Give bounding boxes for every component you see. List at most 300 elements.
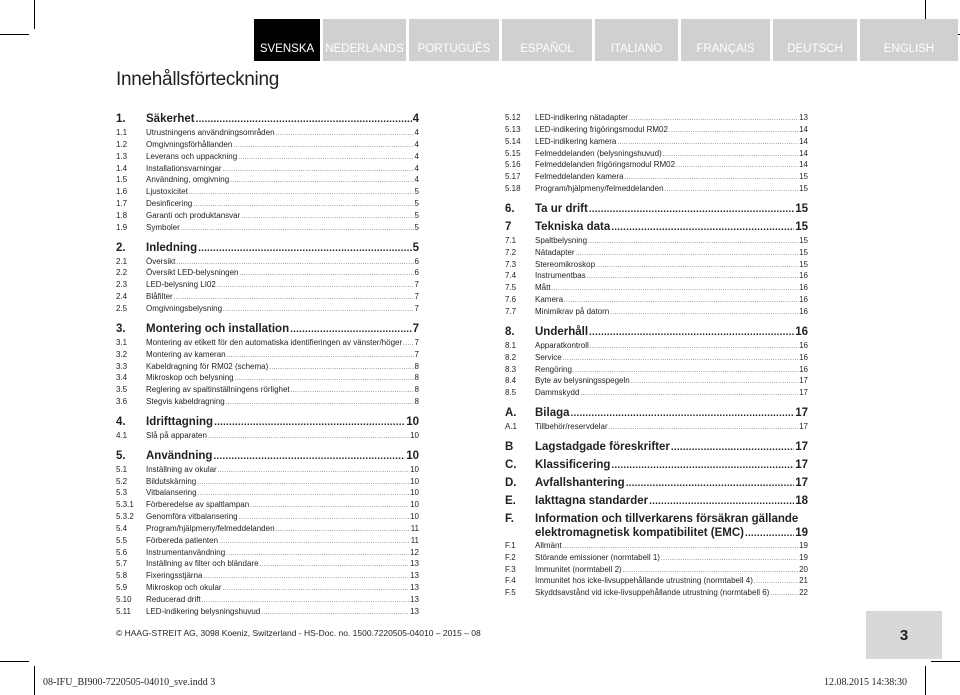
toc-title: Blåfilter bbox=[146, 292, 173, 302]
toc-number: F.3 bbox=[505, 564, 516, 574]
toc-entry-sub[interactable] bbox=[116, 303, 419, 315]
toc-entry-sub[interactable] bbox=[116, 210, 419, 222]
toc-number: 7.3 bbox=[505, 259, 517, 269]
toc-leader bbox=[181, 222, 414, 236]
toc-entry-main[interactable] bbox=[505, 476, 808, 490]
toc-title: LED-indikering kamera bbox=[535, 136, 617, 146]
toc-page: 11 bbox=[410, 523, 419, 533]
toc-entry-main[interactable] bbox=[505, 220, 808, 234]
toc-title: Fixeringsstjärna bbox=[146, 571, 203, 581]
toc-page: 5 bbox=[414, 222, 419, 232]
toc-leader bbox=[213, 449, 405, 464]
toc-entry-sub[interactable] bbox=[116, 151, 419, 163]
toc-title: Montering och installation bbox=[146, 322, 290, 335]
toc-page: 4 bbox=[414, 139, 419, 149]
toc-title: Dammskydd bbox=[535, 388, 580, 398]
toc-page: 16 bbox=[799, 352, 808, 362]
toc-entry-main[interactable] bbox=[505, 406, 808, 420]
toc-number: F. bbox=[505, 512, 514, 525]
crop-mark bbox=[931, 661, 960, 662]
toc-page: 4 bbox=[414, 175, 419, 185]
toc-entry-sub[interactable] bbox=[116, 256, 419, 268]
toc-number: 7.4 bbox=[505, 271, 517, 281]
toc-entry-sub[interactable] bbox=[116, 430, 419, 442]
toc-page: 15 bbox=[799, 247, 808, 257]
toc-entry-sub[interactable] bbox=[505, 270, 808, 282]
toc-title: Garanti och produktansvar bbox=[146, 210, 241, 220]
tab-english[interactable]: ENGLISH bbox=[860, 19, 958, 61]
toc-title: Idrifttagning bbox=[146, 415, 214, 428]
toc-title: Symboler bbox=[146, 222, 180, 232]
toc-title: Felmeddelanden frigöringsmodul RM02 bbox=[535, 160, 676, 170]
toc-title: Kabeldragning för RM02 (schema) bbox=[146, 361, 269, 371]
toc-entry-sub[interactable] bbox=[116, 361, 419, 373]
toc-page: 13 bbox=[410, 606, 419, 616]
tab-deutsch[interactable]: DEUTSCH bbox=[773, 19, 857, 61]
toc-entry-sub[interactable] bbox=[505, 294, 808, 306]
toc-page: 8 bbox=[414, 397, 419, 407]
toc-number: 3.5 bbox=[116, 385, 128, 395]
toc-entry-main[interactable] bbox=[116, 241, 419, 255]
toc-title: Utrustningens användningsområden bbox=[146, 128, 275, 137]
print-slug-date: 12.08.2015 14:38:30 bbox=[824, 677, 908, 688]
toc-number: 5.13 bbox=[505, 124, 521, 134]
toc-page: 16 bbox=[799, 295, 808, 305]
toc-title: Skyddsavstånd vid icke-livsuppehållande utrustning (normtabell 6) bbox=[535, 588, 770, 598]
toc-title: Spaltbelysning bbox=[535, 235, 588, 245]
toc-page: 10 bbox=[406, 415, 419, 428]
toc-entry-sub[interactable] bbox=[116, 535, 419, 547]
toc-title: Inledning bbox=[146, 241, 198, 254]
toc-entry-sub[interactable] bbox=[505, 375, 808, 387]
toc-number: 5.18 bbox=[505, 184, 521, 194]
toc-page: 6 bbox=[414, 256, 419, 266]
toc-title: Bilaga bbox=[535, 407, 570, 420]
toc-number: 7.5 bbox=[505, 283, 517, 293]
toc-entry-main[interactable] bbox=[505, 512, 808, 526]
toc-page: 14 bbox=[799, 148, 808, 158]
toc-entry-sub[interactable] bbox=[505, 575, 808, 587]
toc-leader bbox=[196, 112, 412, 127]
toc-title: Program/hjälpmeny/felmeddelanden bbox=[146, 523, 275, 533]
toc-title: Förberedelse av spaltlampan bbox=[146, 500, 250, 510]
toc-number: D. bbox=[505, 476, 517, 489]
toc-number: 5. bbox=[116, 449, 126, 462]
toc-page: 6 bbox=[414, 268, 419, 278]
toc-number: 3.6 bbox=[116, 397, 128, 407]
toc-entry-sub[interactable] bbox=[505, 148, 808, 160]
toc-page: 20 bbox=[799, 564, 808, 574]
toc-title: Klassificering bbox=[535, 458, 611, 471]
toc-entry-sub[interactable] bbox=[505, 136, 808, 148]
toc-leader bbox=[226, 396, 414, 410]
toc-leader bbox=[770, 587, 798, 601]
toc-title: Kamera bbox=[535, 295, 564, 305]
toc-title: Inställning av okular bbox=[146, 464, 217, 474]
toc-entry-sub[interactable] bbox=[505, 235, 808, 247]
toc-entry-sub[interactable] bbox=[116, 163, 419, 175]
toc-title: Instrumentanvändning bbox=[146, 547, 226, 557]
toc-page: 4 bbox=[414, 128, 419, 137]
toc-leader bbox=[611, 220, 794, 235]
toc-number: 1.4 bbox=[116, 163, 128, 173]
tab-svenska[interactable]: SVENSKA bbox=[254, 19, 320, 61]
toc-title: Tillbehör/reservdelar bbox=[535, 422, 608, 432]
toc-title: Lagstadgade föreskrifter bbox=[535, 440, 670, 453]
toc-entry-sub[interactable] bbox=[505, 540, 808, 552]
toc-number: A. bbox=[505, 407, 517, 420]
toc-title: Förbereda patienten bbox=[146, 535, 219, 545]
tab-nederlands[interactable]: NEDERLANDS bbox=[323, 19, 406, 61]
toc-number: 8.3 bbox=[505, 364, 517, 374]
toc-entry-main[interactable] bbox=[116, 112, 419, 126]
toc-page: 4 bbox=[414, 151, 419, 161]
tab-español[interactable]: ESPAÑOL bbox=[502, 19, 592, 61]
toc-title: Ljustoxicitet bbox=[146, 187, 188, 197]
toc-title: Slå på apparaten bbox=[146, 430, 207, 440]
toc-title: Iakttagna standarder bbox=[535, 494, 649, 507]
toc-entry-sub[interactable] bbox=[116, 337, 419, 349]
toc-number: 5.3.2 bbox=[116, 512, 134, 522]
toc-entry-sub[interactable] bbox=[116, 547, 419, 559]
toc-title: Program/hjälpmeny/felmeddelanden bbox=[535, 184, 664, 194]
toc-title: Användning bbox=[146, 449, 213, 462]
toc-number: 3.2 bbox=[116, 349, 128, 359]
toc-entry-sub[interactable] bbox=[505, 306, 808, 318]
toc-leader bbox=[589, 202, 794, 217]
toc-title: Vitbalansering bbox=[146, 488, 197, 498]
toc-page: 17 bbox=[799, 422, 808, 432]
toc-number: 5.3.1 bbox=[116, 500, 134, 510]
toc-leader bbox=[214, 415, 405, 430]
toc-entry-sub[interactable] bbox=[505, 247, 808, 259]
tab-français[interactable]: FRANÇAIS bbox=[681, 19, 770, 61]
toc-page: 16 bbox=[799, 271, 808, 281]
crop-mark bbox=[0, 34, 29, 35]
toc-entry-sub[interactable] bbox=[116, 476, 419, 488]
toc-page: 19 bbox=[799, 540, 808, 550]
toc-number: 1.1 bbox=[116, 128, 128, 137]
toc-entry-sub[interactable] bbox=[116, 222, 419, 234]
toc-page: 8 bbox=[414, 373, 419, 383]
toc-title: LED-belysning LI02 bbox=[146, 280, 216, 290]
toc-number: 5.6 bbox=[116, 547, 128, 557]
toc-number: 1.9 bbox=[116, 222, 128, 232]
toc-number: 5.5 bbox=[116, 535, 128, 545]
toc-title: Reglering av spaltinställningens rörlighet bbox=[146, 385, 290, 395]
toc-title: Omgivningsbelysning bbox=[146, 303, 223, 313]
toc-title: Säkerhet bbox=[146, 113, 195, 125]
toc-page: 5 bbox=[414, 199, 419, 209]
copyright-footer: © HAAG-STREIT AG, 3098 Koeniz, Switzerland - HS-Doc. no. 1500.7220505-04010 – 2015 – 08 bbox=[116, 628, 481, 638]
toc-entry-sub[interactable] bbox=[505, 171, 808, 183]
toc-entry-sub[interactable] bbox=[505, 352, 808, 364]
tab-português[interactable]: PORTUGUÊS bbox=[409, 19, 499, 61]
toc-number: 5.9 bbox=[116, 583, 128, 593]
toc-number: A.1 bbox=[505, 422, 518, 432]
toc-entry-sub[interactable] bbox=[505, 387, 808, 399]
toc-leader bbox=[223, 303, 414, 317]
toc-title: Immunitet (normtabell 2) bbox=[535, 564, 622, 574]
toc-leader bbox=[626, 476, 795, 491]
toc-number: 5.1 bbox=[116, 464, 128, 474]
toc-page: 13 bbox=[799, 113, 808, 122]
toc-number: 5.17 bbox=[505, 172, 521, 182]
toc-entry-sub[interactable] bbox=[116, 582, 419, 594]
toc-page: 14 bbox=[799, 136, 808, 146]
toc-title: Omgivningsförhållanden bbox=[146, 139, 233, 149]
toc-number: 8. bbox=[505, 325, 515, 338]
toc-entry-sub[interactable] bbox=[116, 372, 419, 384]
toc-entry-sub[interactable] bbox=[116, 570, 419, 582]
toc-page: 19 bbox=[799, 552, 808, 562]
toc-title: Desinficering bbox=[146, 199, 193, 209]
toc-number: 3.4 bbox=[116, 373, 128, 383]
toc-title: Immunitet hos icke-livsuppehållande utrustning (normtabell 4) bbox=[535, 576, 753, 586]
toc-title: Stegvis kabeldragning bbox=[146, 397, 225, 407]
toc-page: 5 bbox=[412, 241, 419, 254]
toc-entry-sub[interactable] bbox=[505, 282, 808, 294]
toc-page: 15 bbox=[795, 202, 808, 215]
toc-entry-sub[interactable] bbox=[116, 487, 419, 499]
toc-leader bbox=[745, 526, 794, 541]
toc-entry-sub[interactable] bbox=[505, 112, 808, 124]
toc-page: 16 bbox=[799, 283, 808, 293]
toc-number: 5.8 bbox=[116, 571, 128, 581]
toc-title: Mikroskop och okular bbox=[146, 583, 222, 593]
toc-number: 3.1 bbox=[116, 337, 128, 347]
toc-title: Byte av belysningsspegeln bbox=[535, 376, 630, 386]
crop-mark bbox=[925, 666, 926, 695]
toc-number: 5.15 bbox=[505, 148, 521, 158]
toc-title: Service bbox=[535, 352, 562, 362]
toc-entry-main[interactable] bbox=[505, 325, 808, 339]
toc-title: Genomföra vitbalansering bbox=[146, 512, 238, 522]
toc-entry-sub[interactable] bbox=[116, 396, 419, 408]
toc-page: 17 bbox=[799, 376, 808, 386]
toc-title: Rengöring bbox=[535, 364, 572, 374]
toc-page: 13 bbox=[410, 571, 419, 581]
toc-number: 1.8 bbox=[116, 210, 128, 220]
toc-page: 8 bbox=[414, 361, 419, 371]
toc-entry-sub[interactable] bbox=[116, 267, 419, 279]
toc-title: Montering av kameran bbox=[146, 349, 226, 359]
toc-leader bbox=[208, 430, 409, 444]
toc-entry-main[interactable] bbox=[505, 494, 808, 508]
toc-page: 17 bbox=[795, 407, 808, 420]
toc-title: elektromagnetisk kompatibilitet (EMC) bbox=[535, 526, 744, 539]
toc-page: 15 bbox=[799, 184, 808, 194]
toc-number: B bbox=[505, 440, 514, 453]
toc-page: 5 bbox=[414, 210, 419, 220]
toc-page: 4 bbox=[414, 163, 419, 173]
toc-page: 7 bbox=[414, 292, 419, 302]
toc-entry-sub[interactable] bbox=[116, 174, 419, 186]
toc-entry-sub[interactable] bbox=[505, 364, 808, 376]
toc-entry-sub[interactable] bbox=[505, 564, 808, 576]
toc-leader bbox=[671, 440, 794, 455]
toc-leader bbox=[198, 241, 411, 256]
toc-entry-sub[interactable] bbox=[505, 340, 808, 352]
toc-entry-continuation[interactable] bbox=[505, 526, 808, 540]
tab-italiano[interactable]: ITALIANO bbox=[595, 19, 678, 61]
toc-title: Mått bbox=[535, 283, 551, 293]
toc-number: F.5 bbox=[505, 588, 516, 598]
toc-title: Underhåll bbox=[535, 325, 589, 338]
page-number: 3 bbox=[866, 611, 942, 659]
toc-entry-main[interactable] bbox=[116, 415, 419, 429]
toc-entry-main[interactable] bbox=[505, 202, 808, 216]
toc-entry-sub[interactable] bbox=[505, 159, 808, 171]
toc-title: Ta ur drift bbox=[535, 202, 588, 215]
toc-page: 15 bbox=[799, 259, 808, 269]
toc-page: 15 bbox=[799, 235, 808, 245]
toc-title: Montering av etikett för den automatiska identifieringen av vänster/höger bbox=[146, 337, 403, 347]
toc-leader bbox=[261, 606, 409, 620]
toc-title: Reducerad drift bbox=[146, 595, 201, 604]
toc-number: 8.2 bbox=[505, 352, 517, 362]
language-tabs bbox=[254, 19, 960, 61]
toc-entry-sub[interactable] bbox=[505, 124, 808, 136]
toc-leader bbox=[649, 494, 794, 509]
toc-number: 7.7 bbox=[505, 306, 517, 316]
toc-page: 10 bbox=[410, 464, 419, 474]
toc-number: 1.5 bbox=[116, 175, 128, 185]
toc-number: 2.2 bbox=[116, 268, 128, 278]
toc-page: 10 bbox=[410, 512, 419, 522]
toc-entry-sub[interactable] bbox=[116, 499, 419, 511]
toc-entry-sub[interactable] bbox=[505, 183, 808, 195]
toc-number: 2.4 bbox=[116, 292, 128, 302]
toc-number: 8.1 bbox=[505, 340, 517, 350]
page-title: Innehållsförteckning bbox=[116, 69, 279, 90]
toc-page: 17 bbox=[799, 388, 808, 398]
toc-entry-main[interactable] bbox=[116, 322, 419, 336]
toc-title: Leverans och uppackning bbox=[146, 151, 238, 161]
toc-page: 13 bbox=[410, 559, 419, 569]
toc-page: 8 bbox=[414, 385, 419, 395]
toc-entry-sub[interactable] bbox=[116, 594, 419, 606]
toc-number: F.4 bbox=[505, 576, 516, 586]
toc-number: 3. bbox=[116, 322, 126, 335]
toc-leader bbox=[665, 183, 799, 197]
toc-entry-main[interactable] bbox=[505, 440, 808, 454]
toc-page: 10 bbox=[406, 449, 419, 462]
toc-page: 15 bbox=[799, 172, 808, 182]
toc-number: 7.1 bbox=[505, 235, 517, 245]
toc-page: 17 bbox=[795, 476, 808, 489]
toc-page: 7 bbox=[414, 349, 419, 359]
toc-page: 15 bbox=[795, 220, 808, 233]
toc-page: 12 bbox=[410, 547, 419, 557]
toc-number: 7 bbox=[505, 220, 512, 233]
toc-page: 16 bbox=[795, 325, 808, 338]
toc-page: 16 bbox=[799, 364, 808, 374]
toc-title: Installationsvarningar bbox=[146, 163, 222, 173]
toc-number: 5.3 bbox=[116, 488, 128, 498]
toc-entry-sub[interactable] bbox=[116, 139, 419, 151]
toc-right-column bbox=[505, 112, 808, 599]
toc-number: 5.10 bbox=[116, 595, 132, 604]
toc-entry-sub[interactable] bbox=[116, 186, 419, 198]
toc-number: 1.6 bbox=[116, 187, 128, 197]
toc-title: Nätadapter bbox=[535, 247, 575, 257]
print-slug-file: 08-IFU_BI900-7220505-04010_sve.indd 3 bbox=[43, 677, 216, 688]
toc-entry-main[interactable] bbox=[116, 449, 419, 463]
toc-number: 8.5 bbox=[505, 388, 517, 398]
toc-title: Bildutskärning bbox=[146, 476, 197, 486]
toc-leader bbox=[290, 322, 411, 337]
toc-entry-sub[interactable] bbox=[505, 587, 808, 599]
toc-page: 10 bbox=[410, 476, 419, 486]
toc-number: 5.4 bbox=[116, 523, 128, 533]
toc-entry-sub[interactable] bbox=[116, 291, 419, 303]
toc-leader bbox=[610, 306, 798, 320]
toc-entry-sub[interactable] bbox=[116, 558, 419, 570]
toc-page: 10 bbox=[410, 488, 419, 498]
toc-page: 19 bbox=[795, 526, 808, 539]
toc-number: 2. bbox=[116, 241, 126, 254]
toc-page: 7 bbox=[414, 337, 419, 347]
toc-entry-sub[interactable] bbox=[116, 127, 419, 139]
toc-title: Minimikrav på datorn bbox=[535, 306, 610, 316]
toc-number: 5.7 bbox=[116, 559, 128, 569]
toc-entry-sub[interactable] bbox=[116, 606, 419, 618]
toc-number: E. bbox=[505, 494, 516, 507]
toc-page: 7 bbox=[414, 303, 419, 313]
toc-number: 8.4 bbox=[505, 376, 517, 386]
toc-entry-sub[interactable] bbox=[505, 259, 808, 271]
toc-number: 1.2 bbox=[116, 139, 128, 149]
toc-number: 5.11 bbox=[116, 606, 131, 616]
toc-page: 7 bbox=[414, 280, 419, 290]
toc-page: 17 bbox=[795, 440, 808, 453]
toc-entry-sub[interactable] bbox=[116, 279, 419, 291]
toc-page: 10 bbox=[410, 430, 419, 440]
crop-mark bbox=[34, 666, 35, 695]
toc-entry-sub[interactable] bbox=[116, 464, 419, 476]
toc-number: C. bbox=[505, 458, 517, 471]
crop-mark bbox=[34, 0, 35, 29]
toc-entry-sub[interactable] bbox=[505, 552, 808, 564]
toc-entry-main[interactable] bbox=[505, 458, 808, 472]
toc-entry-sub[interactable] bbox=[116, 384, 419, 396]
toc-page: 13 bbox=[410, 583, 419, 593]
toc-title: Felmeddelanden (belysningshuvud) bbox=[535, 148, 662, 158]
toc-page: 14 bbox=[799, 124, 808, 134]
toc-number: 5.14 bbox=[505, 136, 521, 146]
toc-page: 11 bbox=[410, 535, 419, 545]
toc-number: 4.1 bbox=[116, 430, 128, 440]
toc-page: 16 bbox=[799, 306, 808, 316]
toc-entry-sub[interactable] bbox=[116, 349, 419, 361]
toc-page: 16 bbox=[799, 340, 808, 350]
toc-page: 10 bbox=[410, 500, 419, 510]
toc-number: F.2 bbox=[505, 552, 516, 562]
toc-title: Mikroskop och belysning bbox=[146, 373, 234, 383]
toc-number: 7.6 bbox=[505, 295, 517, 305]
toc-title: Instrumentbas bbox=[535, 271, 586, 281]
toc-entry-sub[interactable] bbox=[116, 198, 419, 210]
toc-number: 7.2 bbox=[505, 247, 517, 257]
crop-mark bbox=[0, 661, 29, 662]
toc-entry-sub[interactable] bbox=[116, 511, 419, 523]
toc-entry-sub[interactable] bbox=[505, 421, 808, 433]
toc-entry-sub[interactable] bbox=[116, 523, 419, 535]
toc-title: Tekniska data bbox=[535, 220, 611, 233]
toc-page: 21 bbox=[799, 576, 808, 586]
toc-left-column bbox=[116, 112, 419, 618]
